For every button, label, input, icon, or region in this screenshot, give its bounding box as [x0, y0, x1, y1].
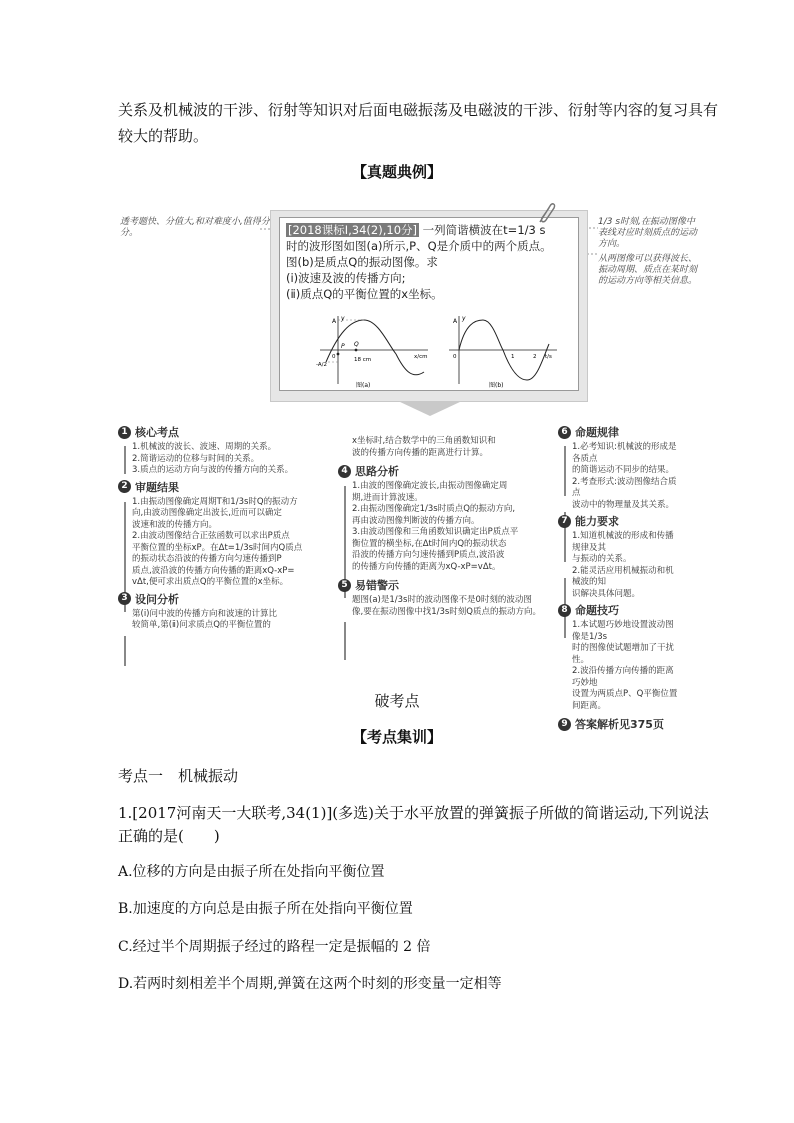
paperclip-icon — [534, 200, 556, 224]
section-heading-jixun: 【考点集训】 — [351, 728, 442, 746]
option-d: D.若两时刻相差半个周期,弹簧在这两个时刻的形变量一定相等 — [118, 976, 502, 992]
step-2-title: 2 审题结果 — [118, 479, 336, 495]
graph-a-y-label: y — [341, 315, 345, 322]
step-9-answer-ref: 9 答案解析见375页 — [558, 716, 680, 732]
graph-b-x-label: t/s — [545, 354, 552, 360]
graph-a-distance: 18 cm — [354, 357, 372, 363]
graph-a-caption: 图(a) — [356, 382, 371, 389]
step-8-title: 8 命题技巧 — [558, 602, 680, 618]
step-4-title: 4 思路分析 — [338, 463, 556, 479]
step-7-body: 1.知道机械波的形成和传播规律及其 与振动的关系。 2.能灵活应用机械振动和机械波的知 识解决具体问题。 — [572, 531, 674, 599]
intro-line-2: 较大的帮助。 — [118, 127, 209, 145]
graph-a-P: P — [341, 343, 345, 350]
question-tag: [2018课标Ⅰ,34(2),10分] — [288, 223, 417, 237]
graph-b-origin: 0 — [453, 354, 457, 360]
option-a: A.位移的方向是由振子所在处指向平衡位置 — [118, 864, 385, 880]
po-kaodian-heading: 破考点 — [374, 692, 420, 710]
question-paper — [270, 210, 588, 402]
step-5-body: 题图(a)是1/3s时的波动图像不是0时刻的波动图 像,要在振动图像中找1/3s时刻Q质点的振动方向。 — [352, 595, 542, 617]
question-1-line-1: 1.[2017河南天一大联考,34(1)](多选)关于水平放置的弹簧振子所做的简谐运动,下列说法 — [118, 804, 709, 822]
graph-b-A: A — [453, 318, 458, 325]
question-card — [279, 217, 579, 391]
graph-a-origin: 0 — [332, 354, 336, 360]
step-3-title: 3 设问分析 — [118, 591, 336, 607]
step-6-title: 6 命题规律 — [558, 424, 680, 440]
analysis-column-3 — [558, 424, 680, 732]
step-2-body: 1.由振动图像确定周期T和1/3s时Q的振动方 向,由波动图像确定出波长,近而可以确定 波速和波的传播方向。 2.由波动图像结合正弦函数可以求出P质点 平衡位置的坐标xP。在Δt=1/3s时间内Q质点 的振动状态沿波的传播方向匀速传播到P 质点,波沿波的传播方向传播的距离xQ-xP= vΔt,便可求出质点Q的平衡位置的x坐标。 — [132, 496, 303, 587]
step-3-body: 第(ⅰ)问中波的传播方向和波速的计算比 较简单,第(ⅱ)问求质点Q的平衡位置的 — [132, 608, 277, 630]
graph-a-A: A — [332, 318, 337, 325]
kaodian-1-heading: 考点一 机械振动 — [118, 767, 239, 785]
question-1-line-2: 正确的是( ) — [118, 827, 220, 845]
option-b: B.加速度的方向总是由振子所在处指向平衡位置 — [118, 901, 413, 917]
section-heading-zhenti: 【真题典例】 — [351, 163, 442, 181]
point-q — [355, 349, 358, 352]
question-fraction: 1/3 s — [517, 223, 546, 237]
graph-a-x-label: x/cm — [414, 354, 428, 360]
note-right-1: 1/3 s时刻,在振动图像中表线对应时刻质点的运动方向。 — [598, 217, 698, 249]
flow-bar-3 — [124, 636, 126, 666]
note-left: 透考题快、分值大,和对难度小,值得分分。 — [120, 217, 270, 238]
step-3-continued: x坐标时,结合数学中的三角函数知识和 波的传播方向传播的距离进行计算。 — [352, 436, 496, 458]
analysis-column-2 — [338, 436, 556, 618]
point-p — [337, 353, 340, 356]
question-part-1: 一列简谐横波在t= — [422, 223, 518, 237]
graph-b-caption: 图(b) — [489, 382, 504, 389]
question-part-3: 图(b)是质点Q的振动图像。求 — [286, 255, 438, 269]
flow-bar-5 — [344, 622, 346, 660]
step-1-title: 1 核心考点 — [118, 424, 336, 440]
analysis-column-1 — [118, 424, 336, 632]
question-sub-i: (ⅰ)波速及波的传播方向; — [286, 271, 406, 285]
graph-a-neg-label: -A/2 — [316, 362, 327, 368]
graph-b-tick-1: 1 — [511, 354, 515, 360]
step-7-title: 7 能力要求 — [558, 513, 680, 529]
intro-line-1: 关系及机械波的干涉、衍射等知识对后面电磁振荡及电磁波的干涉、衍射等内容的复习具有 — [118, 101, 719, 119]
question-sub-ii: (ⅱ)质点Q的平衡位置的x坐标。 — [286, 287, 443, 301]
step-4-body: 1.由波的图像确定波长,由振动图像确定周 期,进而计算波速。 2.由振动图像确定1/3s时质点Q的振动方向, 再由波动图像判断波的传播方向。 3.由波动图像和三角函数知识确定出P质点平 衡位置的横坐标,在Δt时间内Q的振动状态 沿波的传播方向匀速传播到P质点,波沿波 的传播方向传播的距离为xQ-xP=vΔt。 — [352, 481, 519, 572]
graph-a — [316, 314, 436, 390]
step-1-body: 1.机械波的波长、波速、周期的关系。 2.简谐运动的位移与时间的关系。 3.质点的运动方向与波的传播方向的关系。 — [132, 442, 294, 475]
option-c: C.经过半个周期振子经过的路程一定是振幅的 2 倍 — [118, 939, 431, 955]
step-6-body: 1.必考知识:机械波的形成是各质点 的简谐运动不同步的结果。 2.考查形式:波动图像结合质点 波动中的物理量及其关系。 — [572, 442, 677, 510]
note-right-2: 从两图像可以获得波长、振动周期、质点在某时刻的运动方向等相关信息。 — [598, 254, 698, 286]
question-part-2: 时的波形图如图(a)所示,P、Q是介质中的两个质点。 — [286, 239, 552, 253]
down-arrow-icon — [398, 401, 462, 417]
question-text — [286, 222, 576, 302]
graph-b-tick-2: 2 — [533, 354, 537, 360]
step-5-title: 5 易错警示 — [338, 577, 556, 593]
graph-b-y-label: y — [462, 315, 466, 322]
graph-a-Q: Q — [354, 341, 359, 348]
graph-b — [445, 314, 565, 390]
step-8-body: 1.本试题巧妙地设置波动图像是1/3s 时的图像使试题增加了干扰性。 2.波沿传播方向传播的距离巧妙地 设置为两质点P、Q平衡位置间距离。 — [572, 620, 678, 711]
